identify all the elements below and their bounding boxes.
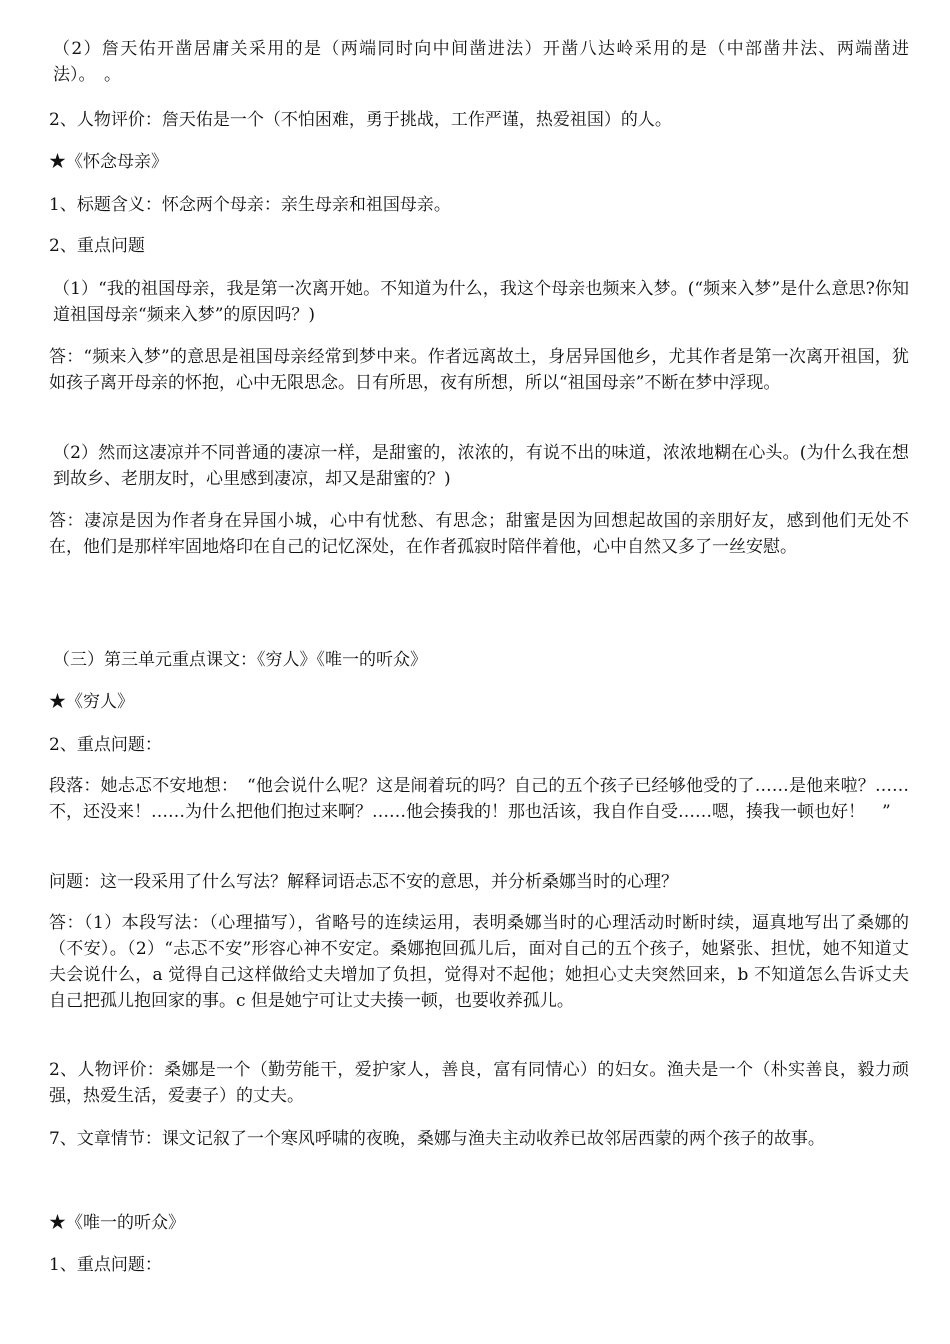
heading-weiyi-tingzhong: ★《唯一的听众》 xyxy=(49,1213,185,1233)
heading-unit-three: （三）第三单元重点课文：《穷人》《唯一的听众》 xyxy=(53,650,427,670)
paragraph-sangna-character: 2、人物评价：桑娜是一个（勤劳能干，爱护家人，善良，富有同情心）的妇女。渔夫是一个（朴实善良，毅力顽强，热爱生活，爱妻子）的丈夫。 xyxy=(49,1060,909,1106)
paragraph-answer-1: 答：“频来入梦”的意思是祖国母亲经常到梦中来。作者远离故土，身居异国他乡，尤其作者是第一次离开祖国，犹如孩子离开母亲的怀抱，心中无限思念。日有所思，夜有所想，所以“祖国母亲”不断在梦中浮现。 xyxy=(49,347,909,393)
paragraph-zhan-character: 2、人物评价：詹天佑是一个（不怕困难，勇于挑战，工作严谨，热爱祖国）的人。 xyxy=(49,110,672,130)
heading-qiongren: ★《穷人》 xyxy=(49,692,134,712)
paragraph-key-questions-3: 1、重点问题： xyxy=(49,1255,162,1275)
paragraph-zhan-tianyou-methods: （2）詹天佑开凿居庸关采用的是（两端同时向中间凿进法）开凿八达岭采用的是（中部凿井法、两端凿进法）。 。 xyxy=(53,39,909,85)
paragraph-answer-writing: 答：（1）本段写法：（心理描写），省略号的连续运用，表明桑娜当时的心理活动时断时续，逼真地写出了桑娜的（不安）。（2）“忐忑不安”形容心神不安定。桑娜抱回孤儿后，面对自己的五个孩子，她紧张、担忧，她不知道丈夫会说什么，a 觉得自己这样做给丈夫增加了负担，觉得对不起他；她担心丈夫突然回来，b 不知道怎么告诉丈夫自己把孤儿抱回家的事。c 但是她宁可让丈夫揍一顿，也要收养孤儿。 xyxy=(49,913,909,1011)
paragraph-question-2: （2）然而这凄凉并不同普通的凄凉一样，是甜蜜的，浓浓的，有说不出的味道，浓浓地糊在心头。(为什么我在想到故乡、老朋友时，心里感到凄凉，却又是甜蜜的？) xyxy=(53,443,909,489)
paragraph-plot: 7、文章情节：课文记叙了一个寒风呼啸的夜晚，桑娜与渔夫主动收养已故邻居西蒙的两个孩子的故事。 xyxy=(49,1129,825,1149)
paragraph-excerpt: 段落：她忐忑不安地想： “他会说什么呢？这是闹着玩的吗？自己的五个孩子已经够他受的了……是他来啦？……不，还没来！……为什么把他们抱过来啊？……他会揍我的！那也活该，我自作自受……嗯，揍我一顿也好！ ” xyxy=(49,776,909,822)
paragraph-title-meaning: 1、标题含义：怀念两个母亲：亲生母亲和祖国母亲。 xyxy=(49,195,451,215)
paragraph-answer-2: 答：凄凉是因为作者身在异国小城，心中有忧愁、有思念；甜蜜是因为回想起故国的亲朋好友，感到他们无处不在，他们是那样牢固地烙印在自己的记忆深处，在作者孤寂时陪伴着他，心中自然又多了一丝安慰。 xyxy=(49,511,909,557)
paragraph-key-questions-2: 2、重点问题： xyxy=(49,735,162,755)
paragraph-question-1: （1）“我的祖国母亲，我是第一次离开她。不知道为什么，我这个母亲也频来入梦。(“频来入梦”是什么意思?你知道祖国母亲“频来入梦”的原因吗？) xyxy=(53,279,909,325)
heading-huainian-muqin: ★《怀念母亲》 xyxy=(49,152,168,172)
paragraph-question-writing: 问题：这一段采用了什么写法？解释词语忐忑不安的意思，并分析桑娜当时的心理？ xyxy=(49,872,678,892)
paragraph-key-questions: 2、重点问题 xyxy=(49,236,145,256)
